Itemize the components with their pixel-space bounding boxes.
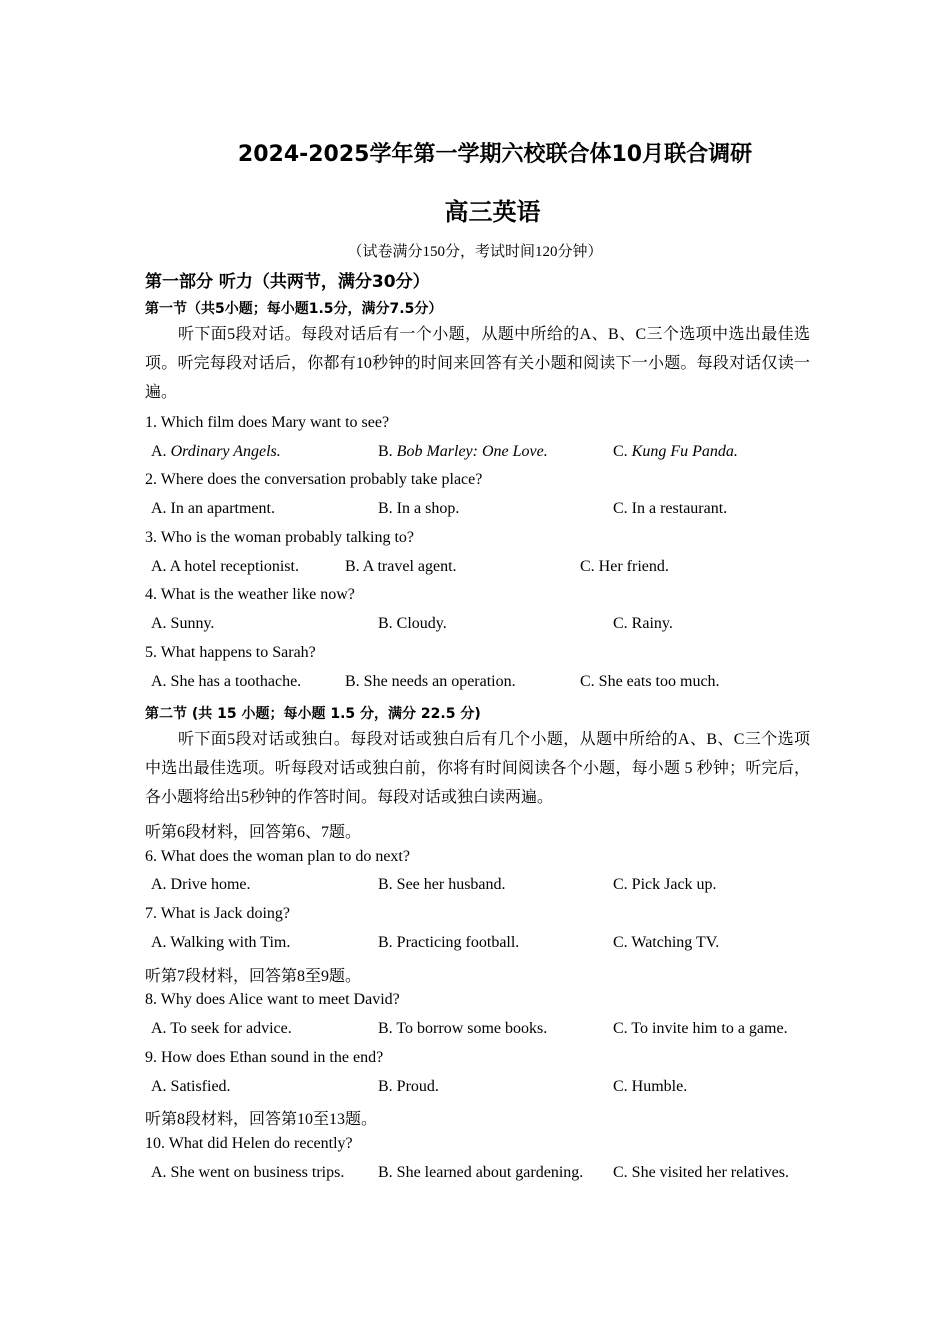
question-text: 5. What happens to Sarah? [145, 644, 316, 661]
option-a: A. She went on business trips. [151, 1164, 345, 1181]
option-a: A. In an apartment. [151, 500, 275, 517]
option-c: C. Watching TV. [613, 934, 720, 951]
option-a: A. Walking with Tim. [151, 934, 291, 951]
option-a: A. Drive home. [151, 876, 251, 893]
exam-title: 2024-2025学年第一学期六校联合体10月联合调研 [237, 142, 753, 167]
section2-heading: 第二节 (共 15 小题；每小题 1.5 分，满分 22.5 分) [145, 706, 481, 722]
option-a: A. To seek for advice. [151, 1020, 292, 1037]
exam-subject: 高三英语 [444, 198, 541, 226]
option-a: A. She has a toothache. [151, 673, 302, 690]
question-text: 2. Where does the conversation probably take place? [145, 471, 483, 488]
question-text: 4. What is the weather like now? [145, 586, 355, 603]
option-b: B. A travel agent. [345, 558, 457, 575]
option-a: A. A hotel receptionist. [151, 558, 299, 575]
listening-note: 听第7段材料，回答第8至9题。 [145, 968, 362, 985]
question-text: 1. Which film does Mary want to see? [145, 414, 390, 431]
option-c: C. Her friend. [580, 558, 669, 575]
question-text: 9. How does Ethan sound in the end? [145, 1049, 384, 1066]
option-a: A. Satisfied. [151, 1078, 231, 1095]
question-text: 10. What did Helen do recently? [145, 1135, 353, 1152]
question-text: 8. Why does Alice want to meet David? [145, 991, 400, 1008]
option-a: A. Ordinary Angels. [151, 443, 281, 460]
option-c: C. In a restaurant. [613, 500, 728, 517]
section1-instructions: 听下面5段对话。每段对话后有一个小题，从题中所给的A、B、C三个选项中选出最佳选项。听完每段对话后，你都有10秒钟的时间来回答有关小题和阅读下一小题。每段对话仅读一遍。 [145, 326, 810, 401]
option-c: C. Humble. [613, 1078, 688, 1095]
option-c: C. Pick Jack up. [613, 876, 717, 893]
option-b: B. Cloudy. [378, 615, 447, 632]
option-b: B. To borrow some books. [378, 1020, 548, 1037]
section1-heading: 第一节（共5小题；每小题1.5分，满分7.5分） [145, 301, 443, 317]
option-b: B. Practicing football. [378, 934, 520, 951]
question-text: 6. What does the woman plan to do next? [145, 848, 410, 865]
question-text: 7. What is Jack doing? [145, 905, 291, 922]
section2-instructions: 听下面5段对话或独白。每段对话或独白后有几个小题，从题中所给的A、B、C三个选项中选出最佳选项。听每段对话或独白前，你将有时间阅读各个小题，每小题 5 秒钟；听完后，各小题将给出5秒钟的作答时间。每段对话或独白读两遍。 [145, 731, 810, 806]
option-b: B. In a shop. [378, 500, 460, 517]
listening-note: 听第8段材料，回答第10至13题。 [145, 1111, 378, 1128]
question-text: 3. Who is the woman probably talking to? [145, 529, 414, 546]
option-c: C. She eats too much. [580, 673, 720, 690]
option-c: C. Kung Fu Panda. [613, 443, 738, 460]
part1-heading: 第一部分 听力（共两节，满分30分） [145, 272, 430, 292]
option-b: B. Bob Marley: One Love. [378, 443, 548, 460]
option-b: B. She learned about gardening. [378, 1164, 584, 1181]
option-b: B. Proud. [378, 1078, 439, 1095]
option-c: C. To invite him to a game. [613, 1020, 788, 1037]
option-b: B. See her husband. [378, 876, 506, 893]
option-b: B. She needs an operation. [345, 673, 516, 690]
option-c: C. Rainy. [613, 615, 673, 632]
listening-note: 听第6段材料，回答第6、7题。 [145, 824, 362, 841]
exam-info: （试卷满分150分，考试时间120分钟） [347, 244, 603, 260]
option-c: C. She visited her relatives. [613, 1164, 789, 1181]
option-a: A. Sunny. [151, 615, 215, 632]
